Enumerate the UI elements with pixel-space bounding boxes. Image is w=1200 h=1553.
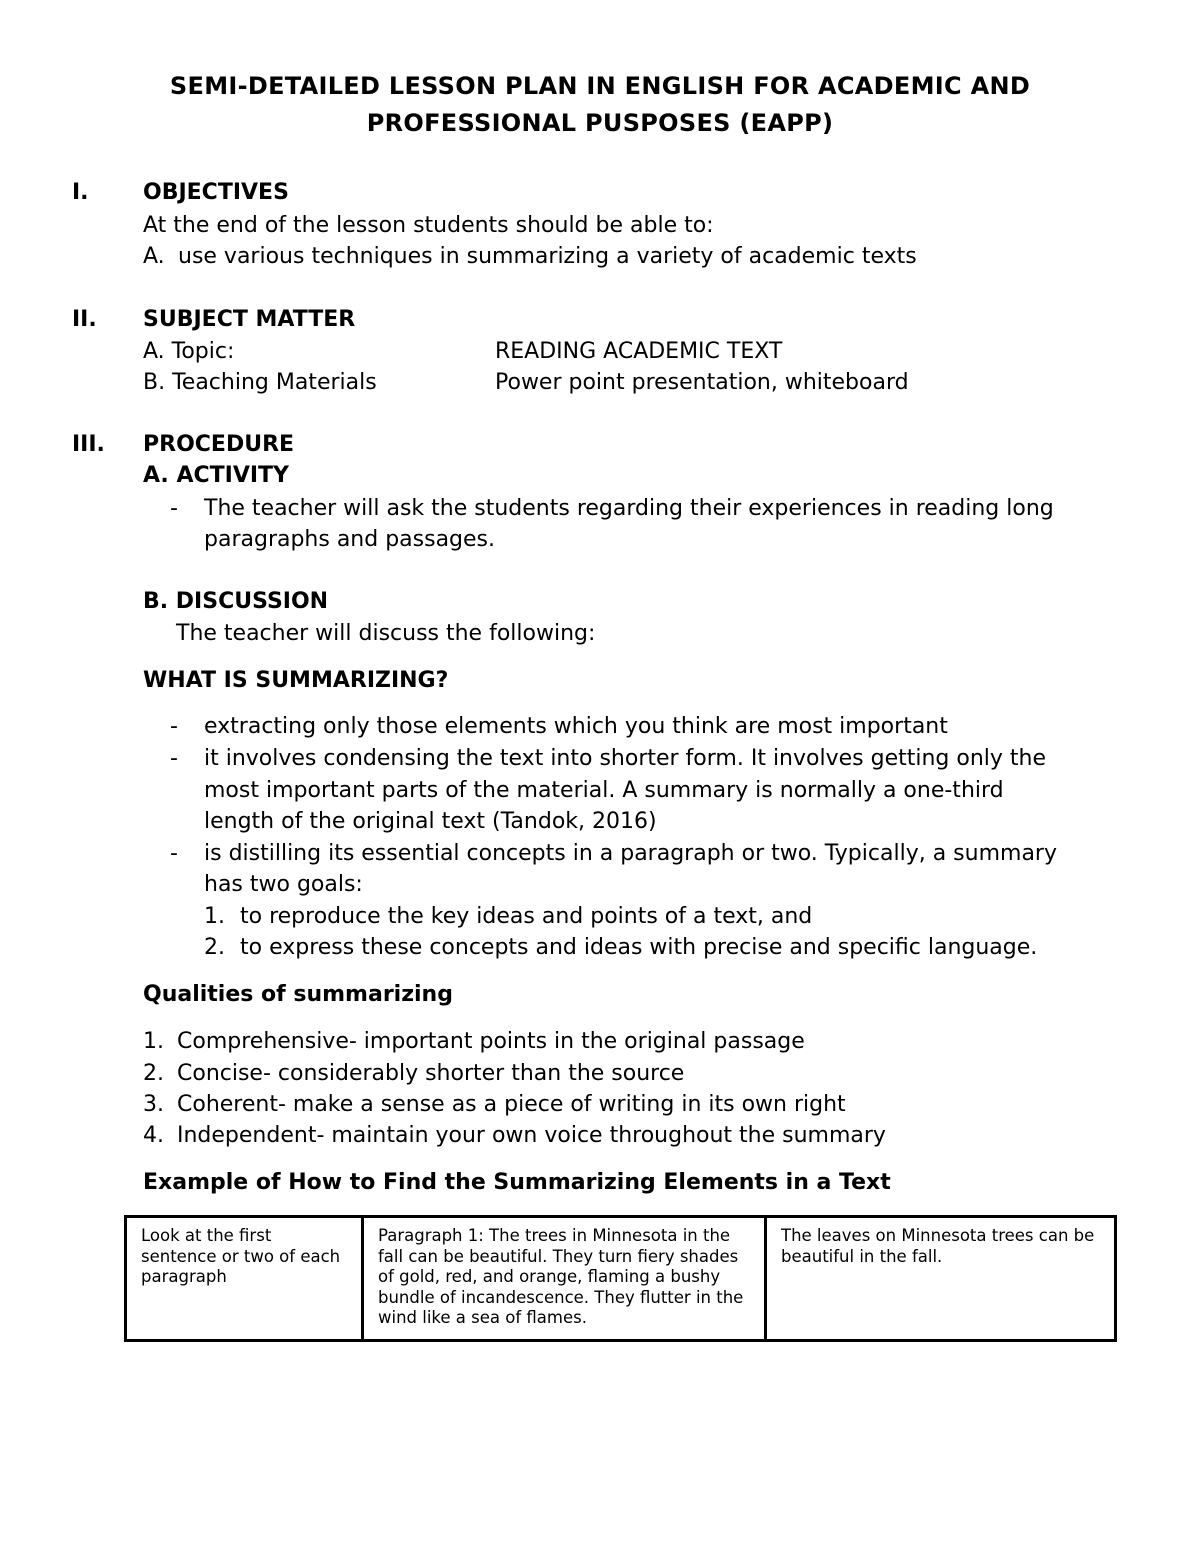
- activity-bullet: -: [170, 496, 178, 521]
- objective-letter: A.: [143, 244, 165, 269]
- discussion-heading: B. DISCUSSION: [143, 589, 329, 614]
- section-heading-objectives: OBJECTIVES: [143, 180, 289, 205]
- section-heading-procedure: PROCEDURE: [143, 432, 295, 457]
- table-row: [126, 1217, 1116, 1341]
- qualities-heading: Qualities of summarizing: [143, 982, 453, 1007]
- table-cell-summary: [766, 1217, 1116, 1341]
- objective-text: use various techniques in summarizing a variety of academic texts: [178, 244, 917, 269]
- title-line-1: SEMI-DETAILED LESSON PLAN IN ENGLISH FOR ACADEMIC AND: [169, 72, 1031, 100]
- bullet-1-text: extracting only those elements which you think are most important: [204, 714, 948, 739]
- example-table: [124, 1215, 1117, 1342]
- bullet-2-line-1: it involves condensing the text into shorter form. It involves getting only the: [204, 746, 1047, 771]
- quality-4-text: Independent- maintain your own voice throughout the summary: [177, 1123, 886, 1148]
- quality-1-number: 1.: [143, 1029, 164, 1054]
- title-line-2: PROFESSIONAL PUSPOSES (EAPP): [366, 109, 834, 137]
- what-is-summarizing-heading: WHAT IS SUMMARIZING?: [143, 668, 449, 693]
- bullet-3-line-2: has two goals:: [204, 872, 363, 897]
- table-cell-instruction-text: Look at the first sentence or two of each paragraph: [141, 1226, 341, 1286]
- goal-1-number: 1.: [204, 904, 225, 929]
- activity-text-line-1: The teacher will ask the students regarding their experiences in reading long: [204, 496, 1054, 521]
- section-numeral-subject-matter: II.: [72, 307, 97, 332]
- subject-materials-value: Power point presentation, whiteboard: [495, 370, 909, 395]
- section-numeral-procedure: III.: [72, 432, 105, 457]
- table-cell-instruction: [126, 1217, 363, 1341]
- bullet-3-line-1: is distilling its essential concepts in a paragraph or two. Typically, a summary: [204, 841, 1057, 866]
- activity-text-line-2: paragraphs and passages.: [204, 527, 496, 552]
- table-cell-paragraph: [363, 1217, 766, 1341]
- goal-2-text: to express these concepts and ideas with precise and specific language.: [240, 935, 1038, 960]
- subject-materials-label: B. Teaching Materials: [143, 370, 377, 395]
- quality-1-text: Comprehensive- important points in the original passage: [177, 1029, 805, 1054]
- goal-2-number: 2.: [204, 935, 225, 960]
- section-heading-subject-matter: SUBJECT MATTER: [143, 307, 356, 332]
- table-cell-paragraph-text: Paragraph 1: The trees in Minnesota in the fall can be beautiful. They turn fiery shades of gold, red, and orange, flaming a bushy bundle of incandescence. They flutter in the wind like a sea of flames.: [378, 1226, 744, 1327]
- quality-2-number: 2.: [143, 1061, 164, 1086]
- example-heading: Example of How to Find the Summarizing Elements in a Text: [143, 1170, 891, 1195]
- section-numeral-objectives: I.: [72, 180, 89, 205]
- quality-2-text: Concise- considerably shorter than the source: [177, 1061, 685, 1086]
- bullet-2-line-2: most important parts of the material. A summary is normally a one-third: [204, 778, 1004, 803]
- subject-topic-label: A. Topic:: [143, 339, 235, 364]
- quality-4-number: 4.: [143, 1123, 164, 1148]
- activity-heading: A. ACTIVITY: [143, 463, 289, 488]
- bullet-1-dash: -: [170, 714, 178, 739]
- bullet-2-line-3: length of the original text (Tandok, 2016): [204, 809, 657, 834]
- objectives-intro: At the end of the lesson students should be able to:: [143, 213, 714, 238]
- discussion-intro: The teacher will discuss the following:: [176, 621, 596, 646]
- table-cell-summary-text: The leaves on Minnesota trees can be beautiful in the fall.: [781, 1226, 1095, 1266]
- bullet-2-dash: -: [170, 746, 178, 771]
- quality-3-number: 3.: [143, 1092, 164, 1117]
- bullet-3-dash: -: [170, 841, 178, 866]
- page-title: [0, 68, 1200, 142]
- quality-3-text: Coherent- make a sense as a piece of writing in its own right: [177, 1092, 846, 1117]
- goal-1-text: to reproduce the key ideas and points of a text, and: [240, 904, 813, 929]
- subject-topic-value: READING ACADEMIC TEXT: [495, 339, 783, 364]
